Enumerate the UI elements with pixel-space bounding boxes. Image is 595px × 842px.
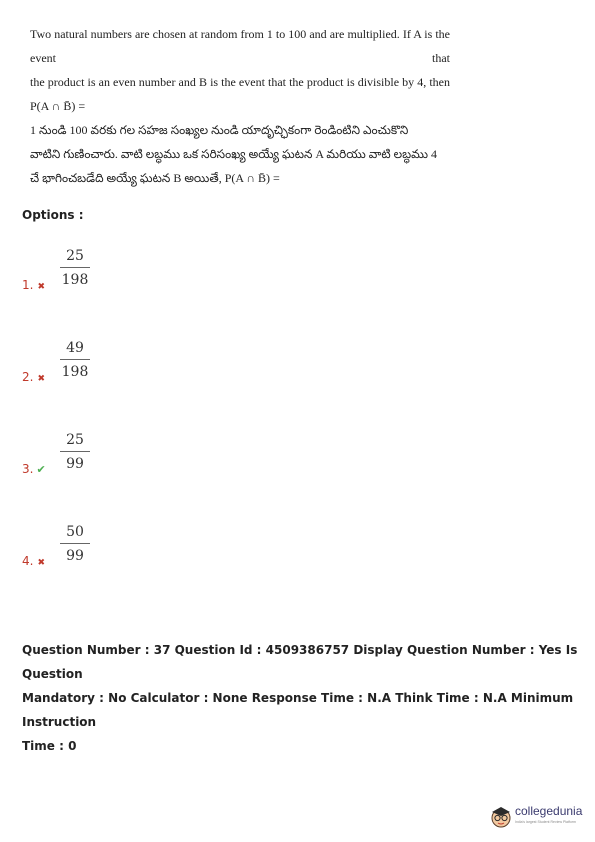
- options-heading: Options :: [22, 208, 84, 222]
- option-1-numerator: 25: [66, 248, 84, 264]
- option-1-number: 1.: [22, 278, 34, 292]
- question-text: [30, 22, 450, 190]
- option-1-denominator: 198: [61, 272, 89, 288]
- option-4-label: [22, 554, 45, 568]
- question-telugu-line-3: చే భాగించబడేది అయ్యే ఘటన B అయితే, P(A ∩ B̄) =: [30, 171, 280, 185]
- fraction-bar: [60, 267, 90, 268]
- question-english-line-3: P(A ∩ B̄) =: [30, 99, 86, 113]
- option-1-fraction: [60, 246, 90, 290]
- option-3-label: [22, 462, 46, 476]
- logo-tagline: India's largest Student Review Platform: [515, 820, 576, 824]
- option-2-label: [22, 370, 45, 384]
- fraction-bar: [60, 359, 90, 360]
- correct-check-icon: ✔: [36, 463, 46, 476]
- mascot-icon: [490, 803, 512, 829]
- option-3-denominator: 99: [66, 456, 84, 472]
- option-1-label: [22, 278, 45, 292]
- question-english-line-1: Two natural numbers are chosen at random from 1 to 100 and are multiplied. If A is the event that: [30, 27, 450, 65]
- wrong-mark-icon: ✖: [37, 374, 45, 384]
- metadata-line-2: Mandatory : No Calculator : None Response Time : N.A Think Time : N.A Minimum Instruction: [22, 691, 574, 729]
- metadata-line-3: Time : 0: [22, 739, 77, 753]
- fraction-bar: [60, 451, 90, 452]
- option-2-denominator: 198: [61, 364, 89, 380]
- option-2-number: 2.: [22, 370, 34, 384]
- logo-wordmark: collegedunia: [515, 804, 583, 818]
- question-english-line-2: the product is an even number and B is the event that the product is divisible by 4, then: [30, 75, 450, 89]
- option-4-number: 4.: [22, 554, 34, 568]
- option-3-number: 3.: [22, 462, 34, 476]
- option-4-fraction: [60, 522, 90, 566]
- option-3[interactable]: [22, 430, 222, 500]
- option-4-numerator: 50: [66, 524, 84, 540]
- metadata-line-1: Question Number : 37 Question Id : 4509386757 Display Question Number : Yes Is Question: [22, 643, 578, 681]
- option-2-numerator: 49: [66, 340, 84, 356]
- option-4[interactable]: [22, 522, 222, 592]
- option-4-denominator: 99: [66, 548, 84, 564]
- option-2-fraction: [60, 338, 90, 382]
- question-metadata: [22, 638, 582, 758]
- fraction-bar: [60, 543, 90, 544]
- option-3-fraction: [60, 430, 90, 474]
- option-1[interactable]: [22, 246, 222, 316]
- wrong-mark-icon: ✖: [37, 558, 45, 568]
- question-telugu-line-2: వాటిని గుణించారు. వాటి లబ్ధము ఒక సరిసంఖ్య అయ్యే ఘటన A మరియు వాటి లబ్ధము 4: [30, 147, 437, 161]
- collegedunia-logo: [490, 801, 590, 833]
- option-2[interactable]: [22, 338, 222, 408]
- wrong-mark-icon: ✖: [37, 282, 45, 292]
- question-telugu-line-1: 1 నుండి 100 వరకు గల సహజ సంఖ్యల నుండి యాదృచ్ఛికంగా రెండింటిని ఎంచుకొని: [30, 123, 409, 137]
- option-3-numerator: 25: [66, 432, 84, 448]
